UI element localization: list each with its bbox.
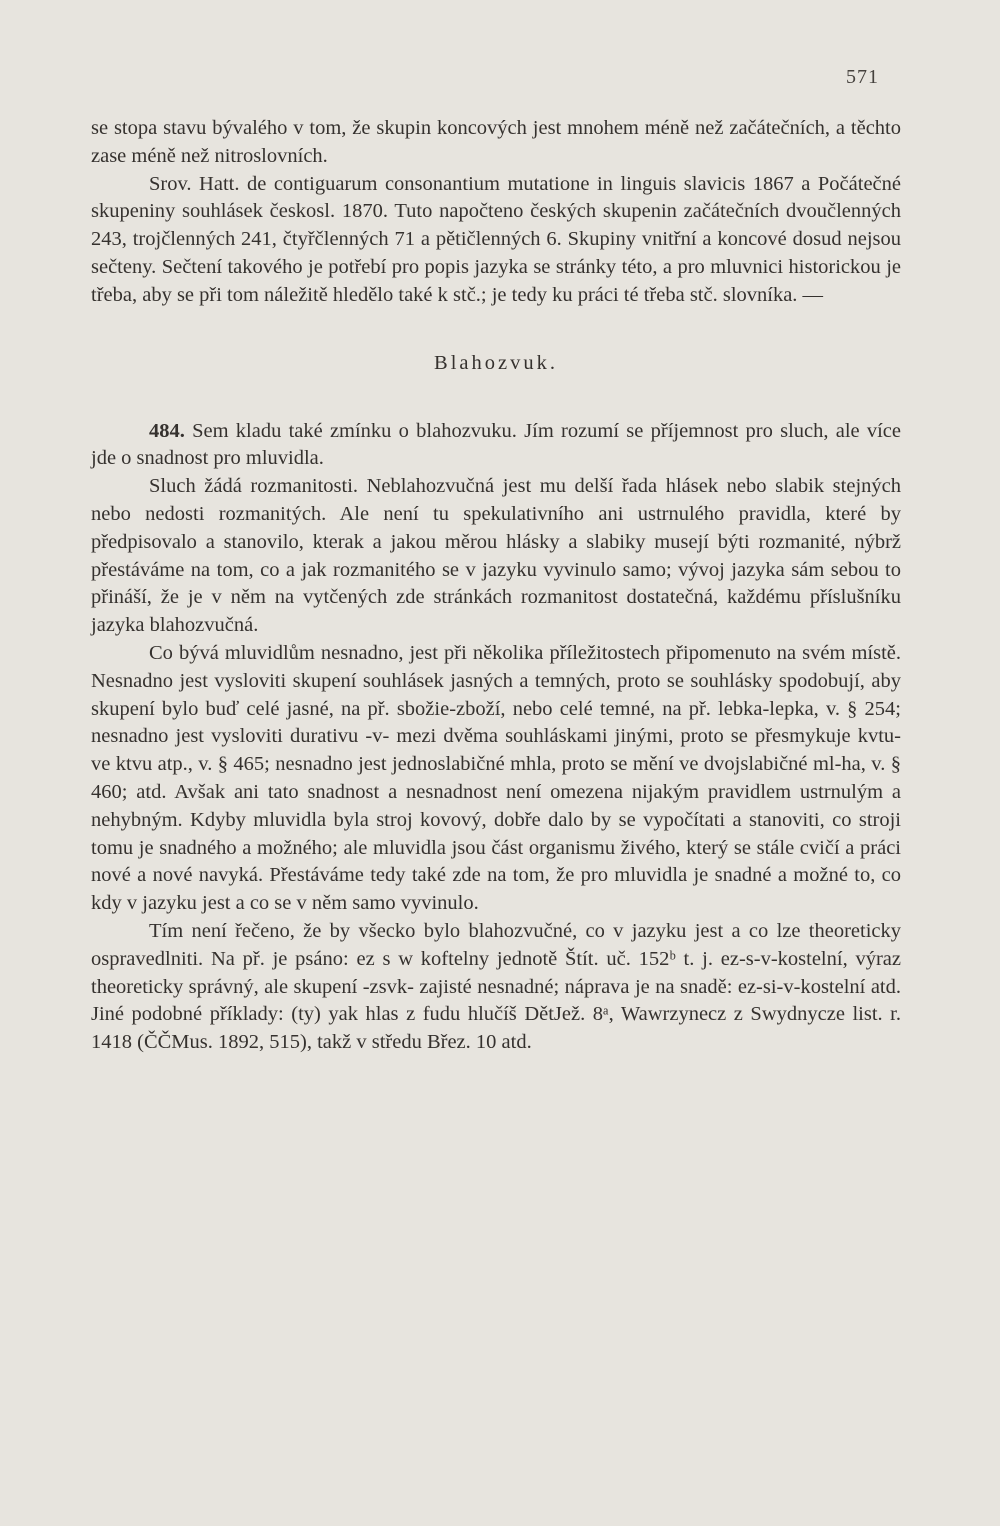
paragraph-number: 484. [149,419,185,442]
paragraph-mluvidla: Co bývá mluvidlům nesnadno, jest při několika příležitostech připomenuto na svém místě. Nesnadno jest vysloviti skupení souhlásek jasných a temných, proto se souhlásky spodobují, aby skupení bylo buď celé jasné, na př. sbožie-zboží, nebo celé temné, na př. lebka-lepka, v. § 254; nesnadno jest vysloviti durativu -v- mezi dvěma souhláskami jinými, proto se přesmykuje kvtu- ve ktvu atp., v. § 465; nesnadno jest jednoslabičné mhla, proto se mění ve dvojslabičné ml-ha, v. § 460; atd. Avšak ani tato snadnost a nesnadnost není omezena nijakým pravidlem ustrnulým a nehybným. Kdyby mluvidla byla stroj kovový, dobře dalo by se vypočítati a stanoviti, co stroji tomu je snadného a možného; ale mluvidla jsou část organismu živého, který se stále cvičí a práci nové a nové navyká. Přestáváme tedy také zde na tom, že pro mluvidla je snadné a možné to, co kdy v jazyku jest a co se v něm samo vyvinulo. [91,641,901,915]
paragraph-484 [91,418,901,474]
page-body [91,115,901,1057]
paragraph-references: Srov. Hatt. de contiguarum consonantium mutatione in linguis slavicis 1867 a Počátečné skupeniny souhlásek českosl. 1870. Tuto napočteno českých skupenin začátečních dvoučlenných 243, trojčlenných 241, čtyřčlenných 71 a pětičlenných 6. Skupiny vnitřní a koncové dosud nejsou sečteny. Sečtení takového je potřebí pro popis jazyka se stránky této, a pro mluvnici historickou je třeba, aby se při tom náležitě hledělo také k stč.; je tedy ku práci té třeba stč. slovníka. — [91,172,901,306]
paragraph-neni: Tím není řečeno, že by všecko bylo blahozvučné, co v jazyku jest a co lze theoreticky ospravedlniti. Na př. je psáno: ez s w koftelny jednotě Štít. uč. 152ᵇ t. j. ez-s-v-kostelní, výraz theoreticky správný, ale skupení -zsvk- zajisté nesnadné; náprava je na snadě: ez-si-v-kostelní atd. Jiné podobné příklady: (ty) yak hlas z fudu hlučíš DětJež. 8ᵃ, Wawrzynecz z Swydnycze list. r. 1418 (ČČMus. 1892, 515), takž v středu Břez. 10 atd. [91,919,901,1054]
section-heading: Blahozvuk. [434,351,558,374]
paragraph-sluch: Sluch žádá rozmanitosti. Neblahozvučná jest mu delší řada hlásek nebo slabik stejných nebo nedosti rozmanitých. Ale není tu spekulativního ani ustrnulého pravidla, které by předpisovalo a stanovilo, kterak a jakou měrou hlásky a slabiky musejí býti rozmanité, nýbrž přestáváme na tom, co a jak rozmanitého se v jazyku vyvinulo samo; vývoj jazyka sám sebou to přináší, že je v něm na vytčených zde stránkách rozmanitost dostatečná, každému příslušníku jazyka blahozvučná. [91,475,901,637]
paragraph-intro-continuation: se stopa stavu bývalého v tom, že skupin koncových jest mnohem méně než začátečních, a těchto zase méně než nitroslovních. [91,117,901,167]
paragraph-484-text: Sem kladu také zmínku o blahozvuku. Jím rozumí se příjemnost pro sluch, ale více jde o snadnost pro mluvidla. [91,419,901,470]
page-number: 571 [846,66,879,88]
